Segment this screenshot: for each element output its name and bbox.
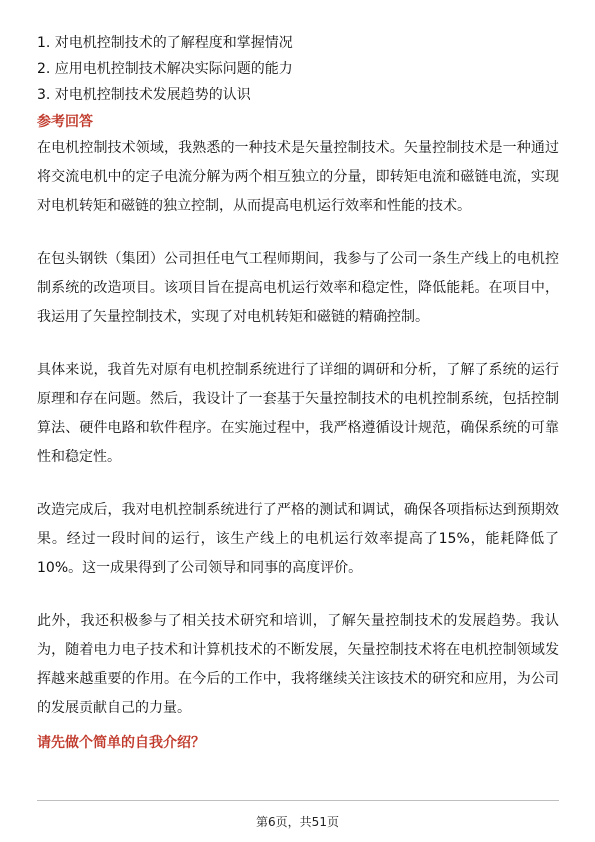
next-question-heading: 请先做个简单的自我介绍？: [37, 735, 205, 751]
answer-paragraph-2: 在包头钢铁（集团）公司担任电气工程师期间，我参与了公司一条生产线上的电机控制系统的改造项目。该项目旨在提高电机运行效率和稳定性，降低能耗。在项目中，我运用了矢量控制技术，实现了对电机转矩和磁链的精确控制。: [37, 251, 559, 325]
answer-paragraph-1: 在电机控制技术领域，我熟悉的一种技术是矢量控制技术。矢量控制技术是一种通过将交流电机中的定子电流分解为两个相互独立的分量，即转矩电流和磁链电流，实现对电机转矩和磁链的独立控制，从而提高电机运行效率和性能的技术。: [37, 140, 559, 214]
paragraph-spacer: [37, 472, 559, 496]
evaluation-point-1: 1. 对电机控制技术的了解程度和掌握情况: [37, 35, 293, 51]
evaluation-point-2: 2. 应用电机控制技术解决实际问题的能力: [37, 61, 293, 77]
answer-paragraph-5: 此外，我还积极参与了相关技术研究和培训，了解矢量控制技术的发展趋势。我认为，随着电力电子技术和计算机技术的不断发展，矢量控制技术将在电机控制领域发挥越来越重要的作用。在今后的工作中，我将继续关注该技术的研究和应用，为公司的发展贡献自己的力量。: [37, 613, 559, 716]
paragraph-spacer: [37, 221, 559, 245]
answer-paragraph-3: 具体来说，我首先对原有电机控制系统进行了详细的调研和分析，了解了系统的运行原理和存在问题。然后，我设计了一套基于矢量控制技术的电机控制系统，包括控制算法、硬件电路和软件程序。在实施过程中，我严格遵循设计规范，确保系统的可靠性和稳定性。: [37, 362, 559, 465]
paragraph-spacer: [37, 583, 559, 607]
answer-heading: 参考回答: [37, 114, 93, 130]
answer-paragraph-4: 改造完成后，我对电机控制系统进行了严格的测试和调试，确保各项指标达到预期效果。经过一段时间的运行，该生产线上的电机运行效率提高了15%，能耗降低了10%。这一成果得到了公司领导和同事的高度评价。: [37, 502, 559, 576]
page-content: [37, 30, 559, 756]
page-number: 第6页，共51页: [256, 815, 339, 829]
paragraph-spacer: [37, 332, 559, 356]
footer-divider: [37, 800, 559, 801]
evaluation-point-3: 3. 对电机控制技术发展趋势的认识: [37, 87, 251, 103]
